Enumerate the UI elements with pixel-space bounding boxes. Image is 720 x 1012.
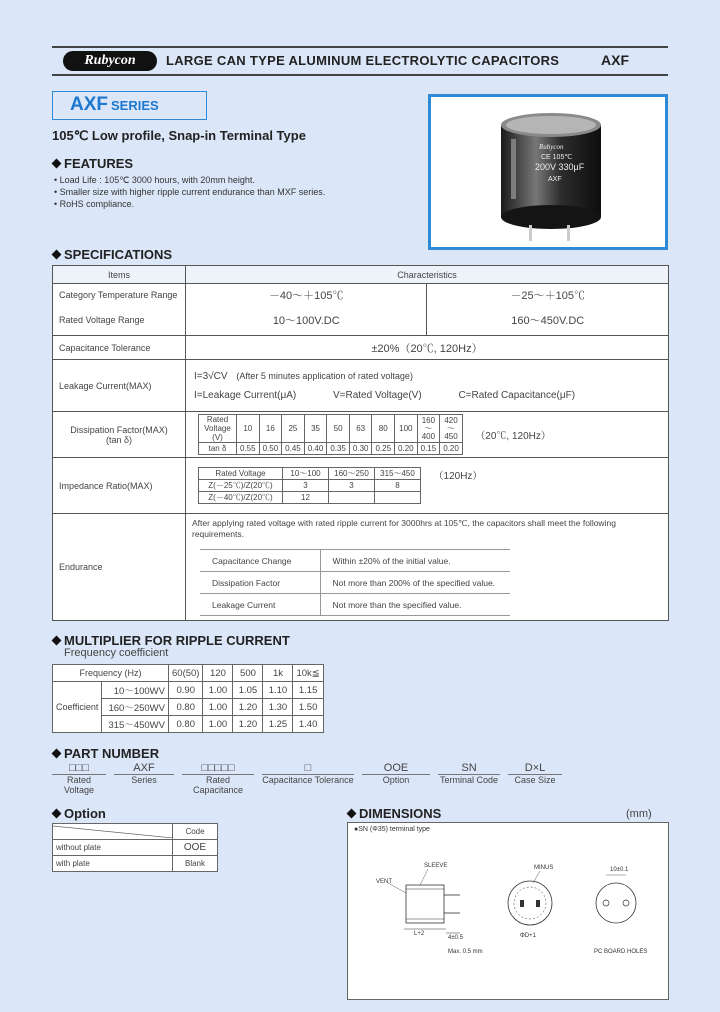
option-table xyxy=(52,823,218,872)
df-tan: 0.45 xyxy=(282,443,305,455)
leakage-formula: I=3√CV xyxy=(194,370,228,382)
option-code: Blank xyxy=(173,856,218,872)
option-diagonal-cell xyxy=(53,824,173,840)
imp-range: 315～450 xyxy=(375,468,421,480)
diamond-icon xyxy=(52,250,62,260)
feature-item: • Load Life : 105℃ 3000 hours, with 20mm height. xyxy=(54,174,414,186)
mult-range: 10～100WV xyxy=(102,682,169,699)
mult-value: 1.00 xyxy=(203,716,233,733)
mult-value: 1.20 xyxy=(233,716,263,733)
df-tan: 0.20 xyxy=(395,443,418,455)
df-tan: 0.35 xyxy=(327,443,350,455)
dimensions-caption: ●SN (Φ35) terminal type xyxy=(354,826,430,833)
pn-terminal-code: SN Terminal Code xyxy=(439,762,499,785)
option-label: without plate xyxy=(53,840,173,856)
imp-value: 3 xyxy=(283,480,329,492)
pn-case-size: D×L Case Size xyxy=(508,762,562,784)
cap-tolerance-label: Capacitance Tolerance xyxy=(53,336,186,360)
df-tan: 0.30 xyxy=(349,443,372,455)
multiplier-subtitle: Frequency coefficient xyxy=(64,647,169,659)
label-pcb-holes: PC BOARD HOLES xyxy=(594,949,648,955)
mult-frequency: 120 xyxy=(203,665,233,682)
category-temp-high: －25～＋105℃ xyxy=(427,284,669,306)
pn-cap-tolerance: □ Capacitance Tolerance xyxy=(262,762,354,785)
endurance-value: Within ±20% of the initial value. xyxy=(320,550,510,572)
series-word: SERIES xyxy=(111,98,159,113)
label-minus: MINUS xyxy=(534,865,554,871)
df-voltage: 35 xyxy=(304,415,327,443)
endurance-label: Endurance xyxy=(53,514,186,621)
diamond-icon xyxy=(52,636,62,646)
imp-row2-label: Z(－40℃)/Z(20℃) xyxy=(199,492,283,504)
specifications-heading: SPECIFICATIONS xyxy=(52,247,172,262)
df-voltage: 10 xyxy=(237,415,260,443)
mult-value: 1.40 xyxy=(293,716,323,733)
category-temp-low: －40～＋105℃ xyxy=(186,284,427,306)
leakage-label: Leakage Current(MAX) xyxy=(53,360,186,412)
multiplier-heading: MULTIPLIER FOR RIPPLE CURRENT xyxy=(52,633,290,648)
df-voltage: 63 xyxy=(349,415,372,443)
dimensions-drawing xyxy=(347,822,669,1000)
mult-frequency: 60(50) xyxy=(169,665,203,682)
df-tan-header: tan δ xyxy=(199,443,237,455)
option-label: with plate xyxy=(53,856,173,872)
imp-note: （120Hz） xyxy=(433,471,483,482)
endurance-value: Not more than 200% of the specified value. xyxy=(320,572,510,594)
dimensions-unit: (mm) xyxy=(626,808,652,820)
df-voltage: 16 xyxy=(259,415,282,443)
multiplier-table xyxy=(52,664,324,733)
diamond-icon xyxy=(52,749,62,759)
df-voltage: 420～450 xyxy=(440,415,463,443)
imp-header: Rated Voltage xyxy=(199,468,283,480)
dissipation-table xyxy=(198,414,463,455)
mult-value: 1.00 xyxy=(203,682,233,699)
dimensions-heading: DIMENSIONS xyxy=(347,806,441,821)
label-vent: VENT xyxy=(376,879,393,885)
df-tan: 0.25 xyxy=(372,443,395,455)
dissipation-label: Dissipation Factor(MAX) xyxy=(70,424,168,435)
endurance-table xyxy=(200,549,510,616)
svg-text:Rubycon: Rubycon xyxy=(539,143,564,151)
imp-range: 10～100 xyxy=(283,468,329,480)
mult-value: 0.80 xyxy=(169,699,203,716)
mult-value: 1.25 xyxy=(263,716,293,733)
mult-frequency: 10k≦ xyxy=(293,665,323,682)
endurance-value: Not more than the specified value. xyxy=(320,594,510,616)
mult-freq-header: Frequency (Hz) xyxy=(53,665,169,682)
imp-value: 3 xyxy=(329,480,375,492)
features-heading: FEATURES xyxy=(52,156,133,171)
option-heading: Option xyxy=(52,806,106,821)
imp-value: 8 xyxy=(375,480,421,492)
specifications-table xyxy=(52,265,669,621)
mult-value: 1.20 xyxy=(233,699,263,716)
diamond-icon xyxy=(347,809,357,819)
df-tan: 0.20 xyxy=(440,443,463,455)
product-photo-frame xyxy=(428,94,668,250)
df-voltage: 80 xyxy=(372,415,395,443)
rated-voltage-low: 10～100V.DC xyxy=(186,306,427,336)
label-l2: L+2 xyxy=(414,931,425,937)
label-d1: ΦD+1 xyxy=(520,933,536,939)
mult-value: 1.05 xyxy=(233,682,263,699)
svg-text:CE 105℃: CE 105℃ xyxy=(541,154,573,161)
mult-value: 0.80 xyxy=(169,716,203,733)
diamond-icon xyxy=(52,159,62,169)
part-number-row xyxy=(52,762,562,795)
mult-value: 1.00 xyxy=(203,699,233,716)
pn-rated-capacitance: □□□□□ Rated Capacitance xyxy=(182,762,254,784)
df-voltage: 50 xyxy=(327,415,350,443)
option-code: OOE xyxy=(173,840,218,856)
category-temp-label: Category Temperature Range xyxy=(53,284,186,306)
endurance-item: Capacitance Change xyxy=(200,550,320,572)
series-code: AXF xyxy=(601,52,629,68)
imp-range: 160～250 xyxy=(329,468,375,480)
df-voltage-header: Rated Voltage (V) xyxy=(199,415,237,443)
col-items: Items xyxy=(53,266,186,284)
pn-rated-voltage: □□□ Rated Voltage xyxy=(52,762,106,784)
imp-value xyxy=(375,492,421,504)
mult-range: 315～450WV xyxy=(102,716,169,733)
label-t: 4±0.5 xyxy=(448,935,463,941)
feature-item: • RoHS compliance. xyxy=(54,198,414,210)
mult-value: 0.90 xyxy=(169,682,203,699)
feature-item: • Smaller size with higher ripple current endurance than MXF series. xyxy=(54,186,414,198)
imp-value: 12 xyxy=(283,492,329,504)
mult-coef-label: Coefficient xyxy=(53,682,102,733)
col-characteristics: Characteristics xyxy=(186,266,669,284)
df-voltage: 100 xyxy=(395,415,418,443)
leakage-def-c: C=Rated Capacitance(μF) xyxy=(458,389,576,401)
label-note: Max. 0.5 mm xyxy=(448,949,483,955)
dissipation-sublabel: (tan δ) xyxy=(105,434,132,445)
endurance-item: Dissipation Factor xyxy=(200,572,320,594)
mult-range: 160～250WV xyxy=(102,699,169,716)
rubycon-logo: Rubycon xyxy=(63,51,157,71)
impedance-table xyxy=(198,467,421,504)
pn-series: AXF Series xyxy=(114,762,174,784)
impedance-label: Impedance Ratio(MAX) xyxy=(53,458,186,514)
product-subtitle: 105℃ Low profile, Snap-in Terminal Type xyxy=(52,128,306,143)
option-code-header: Code xyxy=(173,824,218,840)
series-name: AXF xyxy=(70,94,108,115)
df-tan: 0.15 xyxy=(417,443,440,455)
label-pitch: 10±0.1 xyxy=(610,867,629,873)
rated-voltage-high: 160～450V.DC xyxy=(427,306,669,336)
mult-value: 1.30 xyxy=(263,699,293,716)
imp-value xyxy=(329,492,375,504)
leakage-formula-note: (After 5 minutes application of rated voltage) xyxy=(236,370,413,381)
endurance-intro: After applying rated voltage with rated ripple current for 3000hrs at 105℃, the capacitors shall meet the following requirements. xyxy=(192,518,616,539)
label-sleeve: SLEEVE xyxy=(424,863,448,869)
diamond-icon xyxy=(52,809,62,819)
part-number-heading: PART NUMBER xyxy=(52,746,159,761)
endurance-item: Leakage Current xyxy=(200,594,320,616)
df-tan: 0.50 xyxy=(259,443,282,455)
pn-option: OOE Option xyxy=(362,762,430,784)
svg-text:200V 330μF: 200V 330μF xyxy=(535,162,585,172)
df-tan: 0.55 xyxy=(237,443,260,455)
leakage-def-v: V=Rated Voltage(V) xyxy=(332,389,422,401)
mult-frequency: 500 xyxy=(233,665,263,682)
leakage-def-i: I=Leakage Current(μA) xyxy=(194,389,297,401)
mult-value: 1.50 xyxy=(293,699,323,716)
cap-tolerance-value: ±20%（20℃, 120Hz） xyxy=(186,336,669,360)
mult-frequency: 1k xyxy=(263,665,293,682)
mult-value: 1.10 xyxy=(263,682,293,699)
df-tan: 0.40 xyxy=(304,443,327,455)
capacitor-photo xyxy=(431,97,665,247)
df-voltage: 25 xyxy=(282,415,305,443)
rated-voltage-label: Rated Voltage Range xyxy=(53,306,186,336)
imp-row1-label: Z(－25℃)/Z(20℃) xyxy=(199,480,283,492)
df-note: （20℃, 120Hz） xyxy=(475,431,551,442)
svg-text:AXF: AXF xyxy=(548,176,562,183)
document-title: LARGE CAN TYPE ALUMINUM ELECTROLYTIC CAPACITORS xyxy=(166,53,560,68)
mult-value: 1.15 xyxy=(293,682,323,699)
df-voltage: 160～400 xyxy=(417,415,440,443)
features-list xyxy=(54,174,414,210)
